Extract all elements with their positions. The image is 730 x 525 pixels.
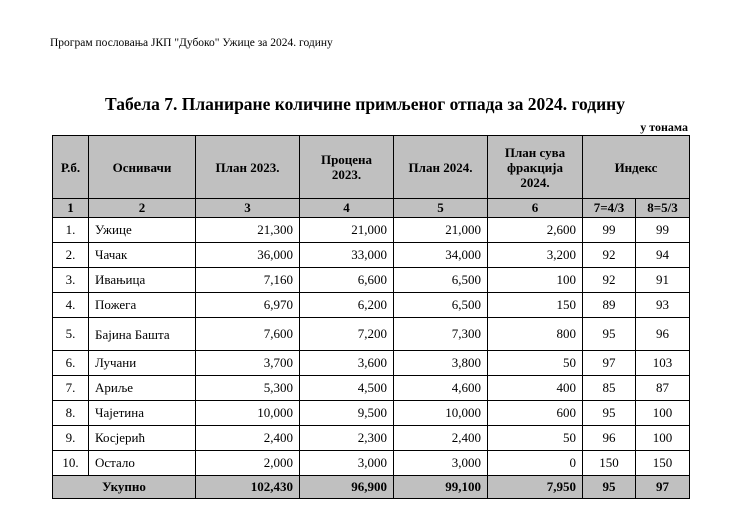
cell-rb: 7. bbox=[53, 376, 89, 401]
cell-suva: 150 bbox=[488, 293, 583, 318]
document-header: Програм пословања ЈКП "Дубоко" Ужице за 2024. годину bbox=[50, 37, 333, 49]
cell-plan2023: 36,000 bbox=[196, 243, 300, 268]
cell-procena2023: 9,500 bbox=[300, 401, 394, 426]
cell-idx1: 92 bbox=[583, 243, 636, 268]
column-number-row bbox=[53, 199, 690, 218]
total-label: Укупно bbox=[53, 476, 196, 499]
cell-idx1: 95 bbox=[583, 318, 636, 351]
total-procena2023: 96,900 bbox=[300, 476, 394, 499]
cell-idx2: 150 bbox=[636, 451, 690, 476]
table-row bbox=[53, 376, 690, 401]
cell-suva: 0 bbox=[488, 451, 583, 476]
cell-plan2023: 2,400 bbox=[196, 426, 300, 451]
cell-procena2023: 33,000 bbox=[300, 243, 394, 268]
table-row bbox=[53, 268, 690, 293]
cell-plan2023: 21,300 bbox=[196, 218, 300, 243]
cell-suva: 50 bbox=[488, 426, 583, 451]
col-header-osnivaci: Оснивачи bbox=[89, 136, 196, 199]
cell-name: Ужице bbox=[89, 218, 196, 243]
cell-name: Чачак bbox=[89, 243, 196, 268]
unit-note: у тонама bbox=[640, 120, 688, 134]
cell-procena2023: 21,000 bbox=[300, 218, 394, 243]
cell-idx2: 94 bbox=[636, 243, 690, 268]
cell-idx2: 87 bbox=[636, 376, 690, 401]
cell-plan2024: 34,000 bbox=[394, 243, 488, 268]
cell-idx2: 100 bbox=[636, 401, 690, 426]
cell-rb: 5. bbox=[53, 318, 89, 351]
cell-procena2023: 3,600 bbox=[300, 351, 394, 376]
col-header-plan2024: План 2024. bbox=[394, 136, 488, 199]
cell-idx2: 96 bbox=[636, 318, 690, 351]
cell-idx2: 99 bbox=[636, 218, 690, 243]
cell-name: Пожега bbox=[89, 293, 196, 318]
cell-plan2023: 7,600 bbox=[196, 318, 300, 351]
cell-idx2: 100 bbox=[636, 426, 690, 451]
cell-name: Лучани bbox=[89, 351, 196, 376]
col-number: 2 bbox=[89, 199, 196, 218]
cell-suva: 2,600 bbox=[488, 218, 583, 243]
cell-name: Ивањица bbox=[89, 268, 196, 293]
cell-idx1: 99 bbox=[583, 218, 636, 243]
cell-plan2024: 3,000 bbox=[394, 451, 488, 476]
cell-plan2023: 5,300 bbox=[196, 376, 300, 401]
table-row bbox=[53, 426, 690, 451]
cell-procena2023: 7,200 bbox=[300, 318, 394, 351]
col-header-indeks: Индекс bbox=[583, 136, 690, 199]
cell-rb: 10. bbox=[53, 451, 89, 476]
cell-idx2: 103 bbox=[636, 351, 690, 376]
cell-procena2023: 6,600 bbox=[300, 268, 394, 293]
total-suva: 7,950 bbox=[488, 476, 583, 499]
table-row bbox=[53, 293, 690, 318]
cell-idx1: 97 bbox=[583, 351, 636, 376]
col-header-plan2023: План 2023. bbox=[196, 136, 300, 199]
cell-rb: 6. bbox=[53, 351, 89, 376]
col-number: 4 bbox=[300, 199, 394, 218]
cell-suva: 100 bbox=[488, 268, 583, 293]
col-number: 3 bbox=[196, 199, 300, 218]
table-row bbox=[53, 401, 690, 426]
cell-procena2023: 4,500 bbox=[300, 376, 394, 401]
cell-plan2023: 6,970 bbox=[196, 293, 300, 318]
cell-plan2024: 2,400 bbox=[394, 426, 488, 451]
cell-plan2023: 2,000 bbox=[196, 451, 300, 476]
col-header-procena2023: Процена 2023. bbox=[300, 136, 394, 199]
col-number: 8=5/3 bbox=[636, 199, 690, 218]
cell-plan2024: 3,800 bbox=[394, 351, 488, 376]
cell-idx2: 93 bbox=[636, 293, 690, 318]
table-row bbox=[53, 451, 690, 476]
cell-name: Чајетина bbox=[89, 401, 196, 426]
total-plan2023: 102,430 bbox=[196, 476, 300, 499]
cell-plan2023: 10,000 bbox=[196, 401, 300, 426]
cell-plan2024: 7,300 bbox=[394, 318, 488, 351]
cell-rb: 1. bbox=[53, 218, 89, 243]
cell-suva: 3,200 bbox=[488, 243, 583, 268]
col-header-suva-frakcija: План сува фракција 2024. bbox=[488, 136, 583, 199]
total-row bbox=[53, 476, 690, 499]
total-idx1: 95 bbox=[583, 476, 636, 499]
cell-name: Бајина Башта bbox=[89, 318, 196, 351]
cell-plan2024: 6,500 bbox=[394, 293, 488, 318]
cell-procena2023: 3,000 bbox=[300, 451, 394, 476]
total-plan2024: 99,100 bbox=[394, 476, 488, 499]
cell-rb: 3. bbox=[53, 268, 89, 293]
cell-plan2024: 21,000 bbox=[394, 218, 488, 243]
cell-idx1: 150 bbox=[583, 451, 636, 476]
cell-plan2024: 6,500 bbox=[394, 268, 488, 293]
cell-plan2024: 10,000 bbox=[394, 401, 488, 426]
cell-plan2023: 3,700 bbox=[196, 351, 300, 376]
table-row bbox=[53, 318, 690, 351]
table-row bbox=[53, 243, 690, 268]
cell-name: Остало bbox=[89, 451, 196, 476]
waste-table bbox=[52, 135, 690, 499]
cell-procena2023: 2,300 bbox=[300, 426, 394, 451]
col-number: 1 bbox=[53, 199, 89, 218]
cell-plan2024: 4,600 bbox=[394, 376, 488, 401]
col-header-rb: Р.б. bbox=[53, 136, 89, 199]
cell-idx2: 91 bbox=[636, 268, 690, 293]
cell-name: Косјерић bbox=[89, 426, 196, 451]
cell-plan2023: 7,160 bbox=[196, 268, 300, 293]
table-row bbox=[53, 218, 690, 243]
col-number: 5 bbox=[394, 199, 488, 218]
table-row bbox=[53, 351, 690, 376]
total-idx2: 97 bbox=[636, 476, 690, 499]
col-number: 6 bbox=[488, 199, 583, 218]
cell-suva: 800 bbox=[488, 318, 583, 351]
cell-suva: 600 bbox=[488, 401, 583, 426]
cell-procena2023: 6,200 bbox=[300, 293, 394, 318]
cell-suva: 400 bbox=[488, 376, 583, 401]
col-number: 7=4/3 bbox=[583, 199, 636, 218]
cell-idx1: 92 bbox=[583, 268, 636, 293]
cell-rb: 2. bbox=[53, 243, 89, 268]
table-title: Табела 7. Планиране количине примљеног отпада за 2024. годину bbox=[105, 94, 625, 114]
cell-rb: 9. bbox=[53, 426, 89, 451]
cell-name: Ариље bbox=[89, 376, 196, 401]
cell-idx1: 89 bbox=[583, 293, 636, 318]
cell-rb: 8. bbox=[53, 401, 89, 426]
cell-idx1: 85 bbox=[583, 376, 636, 401]
cell-suva: 50 bbox=[488, 351, 583, 376]
cell-idx1: 96 bbox=[583, 426, 636, 451]
cell-idx1: 95 bbox=[583, 401, 636, 426]
header-row bbox=[53, 136, 690, 199]
cell-rb: 4. bbox=[53, 293, 89, 318]
